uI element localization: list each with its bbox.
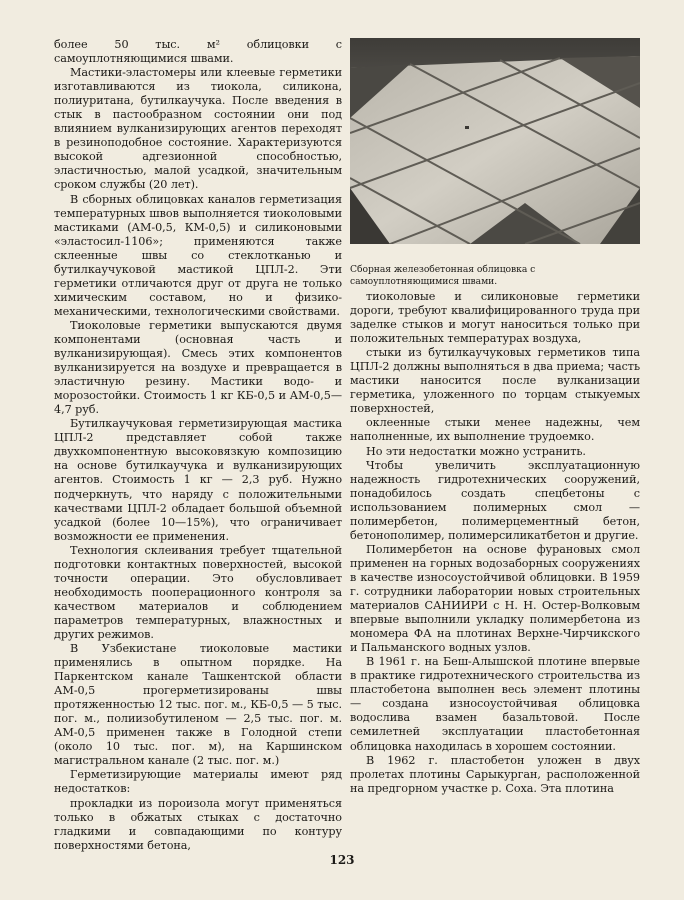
- paragraph: Мастики-эластомеры или клеевые герметики изготавливаются из тиокола, силикона, полиуритана, бутилкаучука. После введения в стык в пастообразном состоянии они под влиянием вулканизирующих агентов переходят в резиноподобное состояние. Характеризуются высокой адгезионной способностью, эластичностью, малой усадкой, значительным сроком службы (20 лет).: [54, 66, 342, 192]
- figure-caption: Сборная железобетонная облицовка с самоуплотняющимися швами.: [350, 264, 536, 288]
- page-number: 123: [329, 853, 355, 867]
- paragraph: прокладки из пороизола могут применяться только в обжатых стыках с достаточно гладкими и совпадающими по контуру поверхностями бетона,: [54, 796, 342, 852]
- paragraph: стыки из бутилкаучуковых герметиков типа ЦПЛ-2 должны выполняться в два приема; часть мастики наносится после вулканизации герметика, уложенного по торцам стыкуемых поверхностей,: [350, 346, 640, 416]
- concrete-slab-photo: [350, 38, 640, 244]
- paragraph: Но эти недостатки можно устранить.: [366, 444, 586, 458]
- paragraph: более 50 тыс. м² облицовки с самоуплотняющимися швами.: [54, 38, 342, 66]
- paragraph: Полимербетон на основе фурановых смол применен на горных водозаборных сооружениях в качестве износоустойчивой облицовки. В 1959 г. сотрудники лаборатории новых строительных материалов САНИИРИ с Н. Н. Остер-Волковым впервые выполнили укладку полимербетона из мономера ФА на плотинах Верхне-Чирчикского и Пальманского водных узлов.: [350, 542, 640, 655]
- paragraph: В 1961 г. на Беш-Алышской плотине впервые в практике гидротехнического строительства из пластобетона выполнен весь элемент плотины — создана износоустойчивая облицовка водослива взамен базальтовой. После семилетней эксплуатации пластобетонная облицовка находилась в хорошем состоянии.: [350, 655, 640, 753]
- paragraph: В 1962 г. пластобетон уложен в двух пролетах плотины Сарыкурган, расположенной на предгорном участке р. Соха. Эта плотина: [350, 753, 640, 795]
- paragraph: В Узбекистане тиоколовые мастики применялись в опытном порядке. На Паркентском канале Ташкентской области АМ-0,5 прогерметизированы швы протяженностью 12 тыс. пог. м., КБ-0,5 — 5 тыс. пог. м., полиизобутиленом — 2,5 тыс. пог. м. АМ-0,5 применен также в Голодной степи (около 10 тыс. пог. м), на Каршинском магистральном канале (2 тыс. пог. м.): [54, 642, 342, 768]
- paragraph: Технология склеивания требует тщательной подготовки контактных поверхностей, высокой точности операции. Это обусловливает необходимость пооперационного контроля за качеством материалов и соблюдением параметров температурных, влажностных и других режимов.: [54, 543, 342, 641]
- paragraph: Герметизирующие материалы имеют ряд недостатков:: [54, 768, 342, 796]
- paragraph: В сборных облицовках каналов герметизация температурных швов выполняется тиоколовыми мастиками (АМ-0,5, КМ-0,5) и силиконовыми «эластосил-1106»; применяются также склеенные швы со стеклотканью и бутилкаучуковой мастикой ЦПЛ-2. Эти герметики отличаются друг от друга не только химическим составом, но и физико-механическими, технологическими свойствами.: [54, 192, 342, 318]
- figure-photo-concrete-lining: [350, 38, 640, 244]
- paragraph: тиоколовые и силиконовые герметики дороги, требуют квалифицированного труда при заделке стыков и могут наноситься только при положительных температурах воздуха,: [350, 290, 640, 346]
- paragraph: Бутилкаучуковая герметизирующая мастика ЦПЛ-2 представляет собой также двухкомпонентную высоковязкую композицию на основе бутилкаучука и вулканизирующих агентов. Стоимость 1 кг — 2,3 руб. Нужно подчеркнуть, что наряду с положительными качествами ЦПЛ-2 обладает большой объемной усадкой (более 10—15%), что ограничивает возможности ее применения.: [54, 417, 342, 543]
- paragraph: Тиоколовые герметики выпускаются двумя компонентами (основная часть и вулканизирующая). Смесь этих компонентов вулканизируется на воздухе и превращается в эластичную резину. Мастики водо- и морозостойки. Стоимость 1 кг КБ-0,5 и АМ-0,5— 4,7 руб.: [54, 318, 342, 417]
- left-column: [54, 38, 342, 853]
- paragraph: Чтобы увеличить эксплуатационную надежность гидротехнических сооружений, понадобилось создать спецбетоны с использованием полимерных смол — полимербетон, полимерцементный бетон, бетонополимер, полимерсиликатбетон и другие.: [350, 458, 640, 542]
- right-column-text: [350, 290, 640, 796]
- paragraph: оклеенные стыки менее надежны, чем наполненные, их выполнение трудоемко.: [350, 416, 640, 444]
